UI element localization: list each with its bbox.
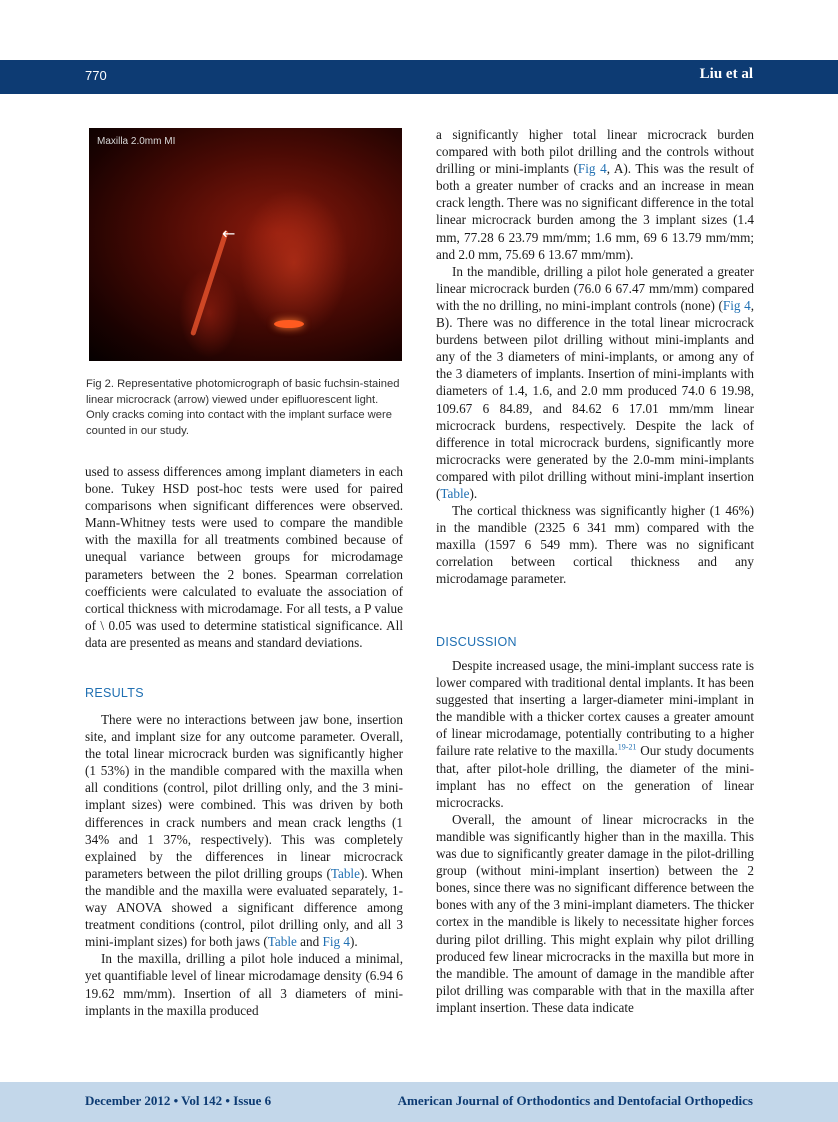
- text-run: , A). This was the result of both a greater number of cracks and an increase in mean crack length. There was no significant difference in the total linear microcrack burden among the 3 implant sizes (1.4 mm, 77.28 6 23.79 mm/mm; 1.6 mm, 69 6 13.79 mm/mm; and 2.0 mm, 75.69 6 13.67 mm/mm).: [436, 161, 755, 262]
- figure-tissue-region: [239, 188, 349, 338]
- arrow-icon: ←: [222, 224, 236, 243]
- text-run: and: [296, 934, 323, 950]
- table-link[interactable]: Table: [330, 865, 360, 881]
- footer-journal-name: American Journal of Orthodontics and Dentofacial Orthopedics: [397, 1093, 753, 1108]
- paragraph: [436, 657, 754, 811]
- left-column-results: [85, 711, 403, 1019]
- right-column-discussion: [436, 657, 754, 1016]
- right-column-results: [436, 126, 754, 588]
- figure-link[interactable]: Fig 4: [322, 934, 350, 950]
- text-run: ).: [350, 934, 358, 950]
- figure-label: Maxilla 2.0mm MI: [97, 136, 176, 147]
- paragraph: [85, 711, 403, 950]
- footer-issue-info: December 2012 • Vol 142 • Issue 6: [85, 1093, 272, 1108]
- running-head: Liu et al: [699, 66, 753, 82]
- paragraph: used to assess differences among implant diameters in each bone. Tukey HSD post-hoc tests were used for paired comparisons when significant differences were observed. Mann-Whitney tests were used to compare the mandible with the maxilla for all treatments combined because of unequal variance between groups for microdamage parameters between the 2 bones. Spearman correlation coefficients were calculated to evaluate the association of cortical thickness with microdamage. For all tests, a P value of \ 0.05 was used to determine statistical significance. All data are presented as means and standard deviations.: [85, 464, 403, 650]
- text-run: a significantly higher total linear microcrack burden compared with both pilot drilling and the controls without drilling or mini-implants (: [436, 127, 754, 177]
- figure-link[interactable]: Fig 4: [577, 161, 607, 177]
- paragraph: In the maxilla, drilling a pilot hole induced a minimal, yet quantifiable level of linear microdamage density (6.94 6 19.62 mm/mm). Insertion of all 3 diameters of mini-implants in the maxilla produced: [85, 951, 403, 1018]
- figure-link[interactable]: Fig 4: [722, 297, 751, 313]
- figure-photomicrograph: [89, 128, 402, 361]
- section-heading-discussion: DISCUSSION: [436, 635, 517, 649]
- text-run: , B). There was no difference in the total linear microcrack burdens between pilot drilling without mini-implants and any of the 3 diameters of mini-implants, or among any of the 3 diameters of implants. Insertion of mini-implants with diameters of 1.4, 1.6, and 2.0 mm produced 74.0 6 19.98, 109.67 6 84.89, and 84.62 6 17.01 mm/mm linear microcrack burdens, respectively. Despite the lack of difference in total microcrack burdens, significantly more microcracks were generated by the 2.0-mm mini-implants compared with pilot drilling without mini-implant insertion (: [436, 297, 754, 501]
- paragraph: The cortical thickness was significantly higher (1 46%) in the mandible (2325 6 341 mm) compared with the maxilla (1597 6 549 mm). There was no significant correlation between cortical thickness and any microdamage parameter.: [436, 503, 754, 587]
- table-link[interactable]: Table: [267, 934, 297, 950]
- text-run: Despite increased usage, the mini-implant success rate is lower compared with traditional dental implants. It has been suggested that inserting a larger-diameter mini-implant in the mandible with a thicker cortex causes a greater amount of linear microdamage, potentially contributing to a higher failure rate relative to the maxilla.: [436, 658, 754, 759]
- text-run: In the mandible, drilling a pilot hole generated a greater linear microcrack burden (76.0 6 67.47 mm/mm) compared with the no drilling, no mini-implant controls (none) (: [436, 263, 754, 313]
- header-bar: [0, 60, 838, 94]
- figure-implant-edge: [274, 320, 304, 328]
- text-run: ). When the mandible and the maxilla were evaluated separately, 1-way ANOVA showed a significant difference among treatment conditions (control, pilot drilling only, and all 3 mini-implant sizes) for both jaws (: [85, 865, 403, 950]
- left-column-methods: [85, 463, 403, 651]
- paragraph: Overall, the amount of linear microcracks in the mandible was significantly higher than in the maxilla. This was due to significantly greater damage in the pilot-drilling group (without mini-implant insertion) between the 2 bones, since there was no significant difference between the bones with any of the 3 mini-implant diameters. The thicker cortex in the mandible is likely to necessitate higher forces during pilot drilling. This might explain why pilot drilling produced few linear microcracks in the maxilla but more in the mandible. The amount of damage in the mandible after pilot drilling was comparable with that in the maxilla after implant insertion. These data indicate: [436, 811, 754, 1015]
- text-run: There were no interactions between jaw bone, insertion site, and implant size for any outcome parameter. Overall, the total linear microcrack burden was significantly higher (1 53%) in the mandible compared with the maxilla when all conditions (control, pilot drilling only, and the 3 mini-implant sizes) were combined. This was driven by both differences in crack numbers and mean crack lengths (1 34% and 1 37%, respectively). This was completely explained by the differences in linear microcrack parameters between the pilot drilling groups (: [85, 712, 403, 881]
- citation-link[interactable]: 19-21: [617, 743, 637, 753]
- paragraph: [436, 126, 754, 263]
- paragraph: [436, 263, 754, 502]
- page-number: 770: [85, 68, 107, 83]
- section-heading-results: RESULTS: [85, 686, 144, 700]
- table-link[interactable]: Table: [440, 485, 470, 501]
- text-run: ).: [469, 485, 478, 501]
- footer-bar: [0, 1082, 838, 1122]
- text-run: Our study documents that, after pilot-hole drilling, the diameter of the mini-implant has no effect on the generation of linear microcracks.: [436, 743, 754, 810]
- figure-caption: Fig 2. Representative photomicrograph of basic fuchsin-stained linear microcrack (arrow) viewed under epifluorescent light. Only cracks coming into contact with the implant surface were counted in our study.: [86, 378, 400, 437]
